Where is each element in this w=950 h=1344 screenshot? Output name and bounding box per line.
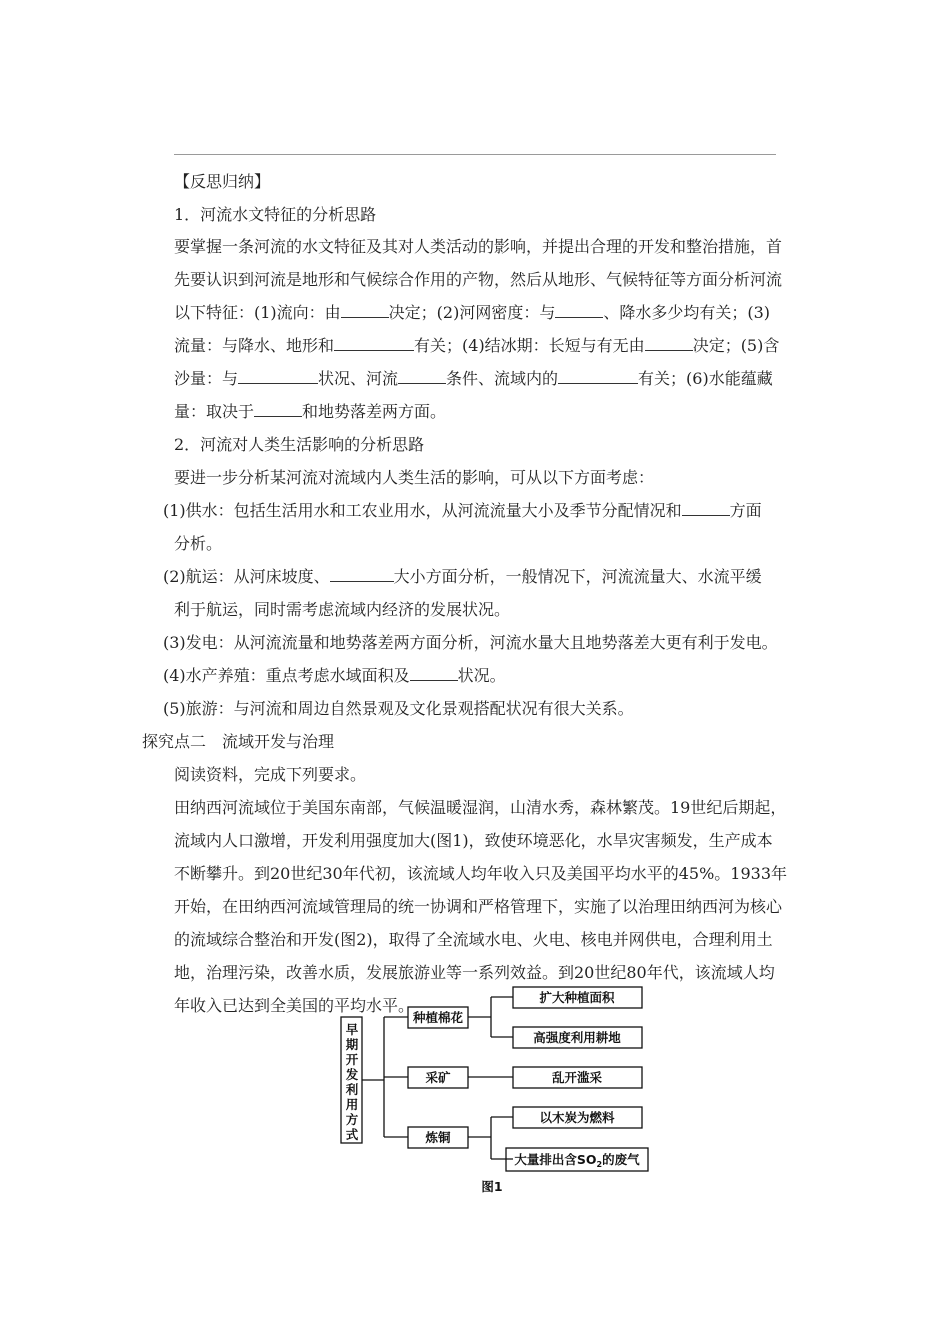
leaf-label: 扩大种植面积: [539, 990, 615, 1005]
section2-intro: 阅读资料，完成下列要求。: [174, 765, 367, 784]
root-char: 式: [345, 1127, 359, 1142]
leaf-label-so2: 大量排出含$SO_2$的废气: [514, 1152, 640, 1169]
branch-label-copper: 炼铜: [425, 1130, 451, 1145]
paragraph-line: 田纳西河流域位于美国东南部，气候温暖湿润，山清水秀，森林繁茂。19世纪后期起，: [174, 798, 787, 817]
item1-line-5: 沙量：与 状况、河流 条件、流域内的 有关；(6)水能蕴藏: [174, 369, 773, 388]
item1-line-3: 以下特征：(1)流向：由 决定；(2)河网密度：与 、降水多少均有关；(3): [174, 303, 771, 322]
item2-intro: 要进一步分析某河流对流域内人类生活的影响，可从以下方面考虑：: [174, 468, 655, 487]
paragraph-line: 的流域综合整治和开发(图2)，取得了全流域水电、火电、核电并网供电，合理利用土: [174, 930, 773, 949]
leaf-label: 高强度利用耕地: [533, 1030, 621, 1045]
root-char: 开: [345, 1052, 359, 1067]
item1-title: 1．河流水文特征的分析思路: [174, 205, 377, 224]
item1-line-6: 量：取决于 和地势落差两方面。: [174, 402, 447, 421]
item2-title: 2．河流对人类生活影响的分析思路: [174, 435, 425, 454]
paragraph-line: 开始，在田纳西河流域管理局的统一协调和严格管理下，实施了以治理田纳西河为核心: [174, 897, 783, 916]
item2-line-2: 分析。: [174, 534, 223, 553]
item2-line-6: (4)水产养殖：重点考虑水域面积及 状况。: [163, 666, 506, 685]
branch-label-cotton: 种植棉花: [412, 1010, 464, 1025]
item2-line-5: (3)发电：从河流流量和地势落差两方面分析，河流水量大且地势落差大更有利于发电。: [163, 633, 778, 652]
root-char: 早: [345, 1022, 359, 1037]
root-char: 发: [345, 1067, 359, 1082]
item2-line-3: (2)航运：从河床坡度、 大小方面分析，一般情况下，河流流量大、水流平缓: [163, 567, 762, 586]
leaf-label: 以木炭为燃料: [539, 1110, 615, 1125]
item2-line-4: 利于航运，同时需考虑流域内经济的发展状况。: [174, 600, 511, 619]
item1-line-2: 先要认识到河流是地形和气候综合作用的产物，然后从地形、气候特征等方面分析河流: [174, 270, 783, 289]
section-heading-explore-2: 探究点二 流域开发与治理: [142, 732, 335, 751]
figure-caption: 图1: [481, 1179, 503, 1194]
root-char: 利: [345, 1082, 359, 1097]
root-char: 期: [345, 1037, 359, 1052]
paragraph-line: 年收入已达到全美国的平均水平。: [174, 996, 415, 1015]
branch-label-mining: 采矿: [425, 1070, 451, 1085]
paragraph-line: 地，治理污染，改善水质，发展旅游业等一系列效益。到20世纪80年代，该流域人均: [174, 963, 775, 982]
item2-line-1: (1)供水：包括生活用水和工农业用水，从河流流量大小及季节分配情况和 方面: [163, 501, 762, 520]
paragraph-line: 流域内人口激增，开发利用强度加大(图1)，致使环境恶化，水旱灾害频发，生产成本: [174, 831, 773, 850]
item1-line-4: 流量：与降水、地形和 有关；(4)结冰期：长短与有无由 决定；(5)含: [174, 336, 780, 355]
section-heading-reflection: 【反思归纳】: [174, 172, 271, 191]
paragraph-line: 不断攀升。到20世纪30年代初，该流域人均年收入只及美国平均水平的45%。1933年: [174, 864, 788, 883]
leaf-label: 乱开滥采: [551, 1070, 603, 1085]
item1-line-1: 要掌握一条河流的水文特征及其对人类活动的影响，并提出合理的开发和整治措施，首: [174, 237, 783, 256]
root-char: 方: [345, 1112, 359, 1127]
root-char: 用: [345, 1097, 359, 1112]
item2-line-7: (5)旅游：与河流和周边自然景观及文化景观搭配状况有很大关系。: [163, 699, 634, 718]
